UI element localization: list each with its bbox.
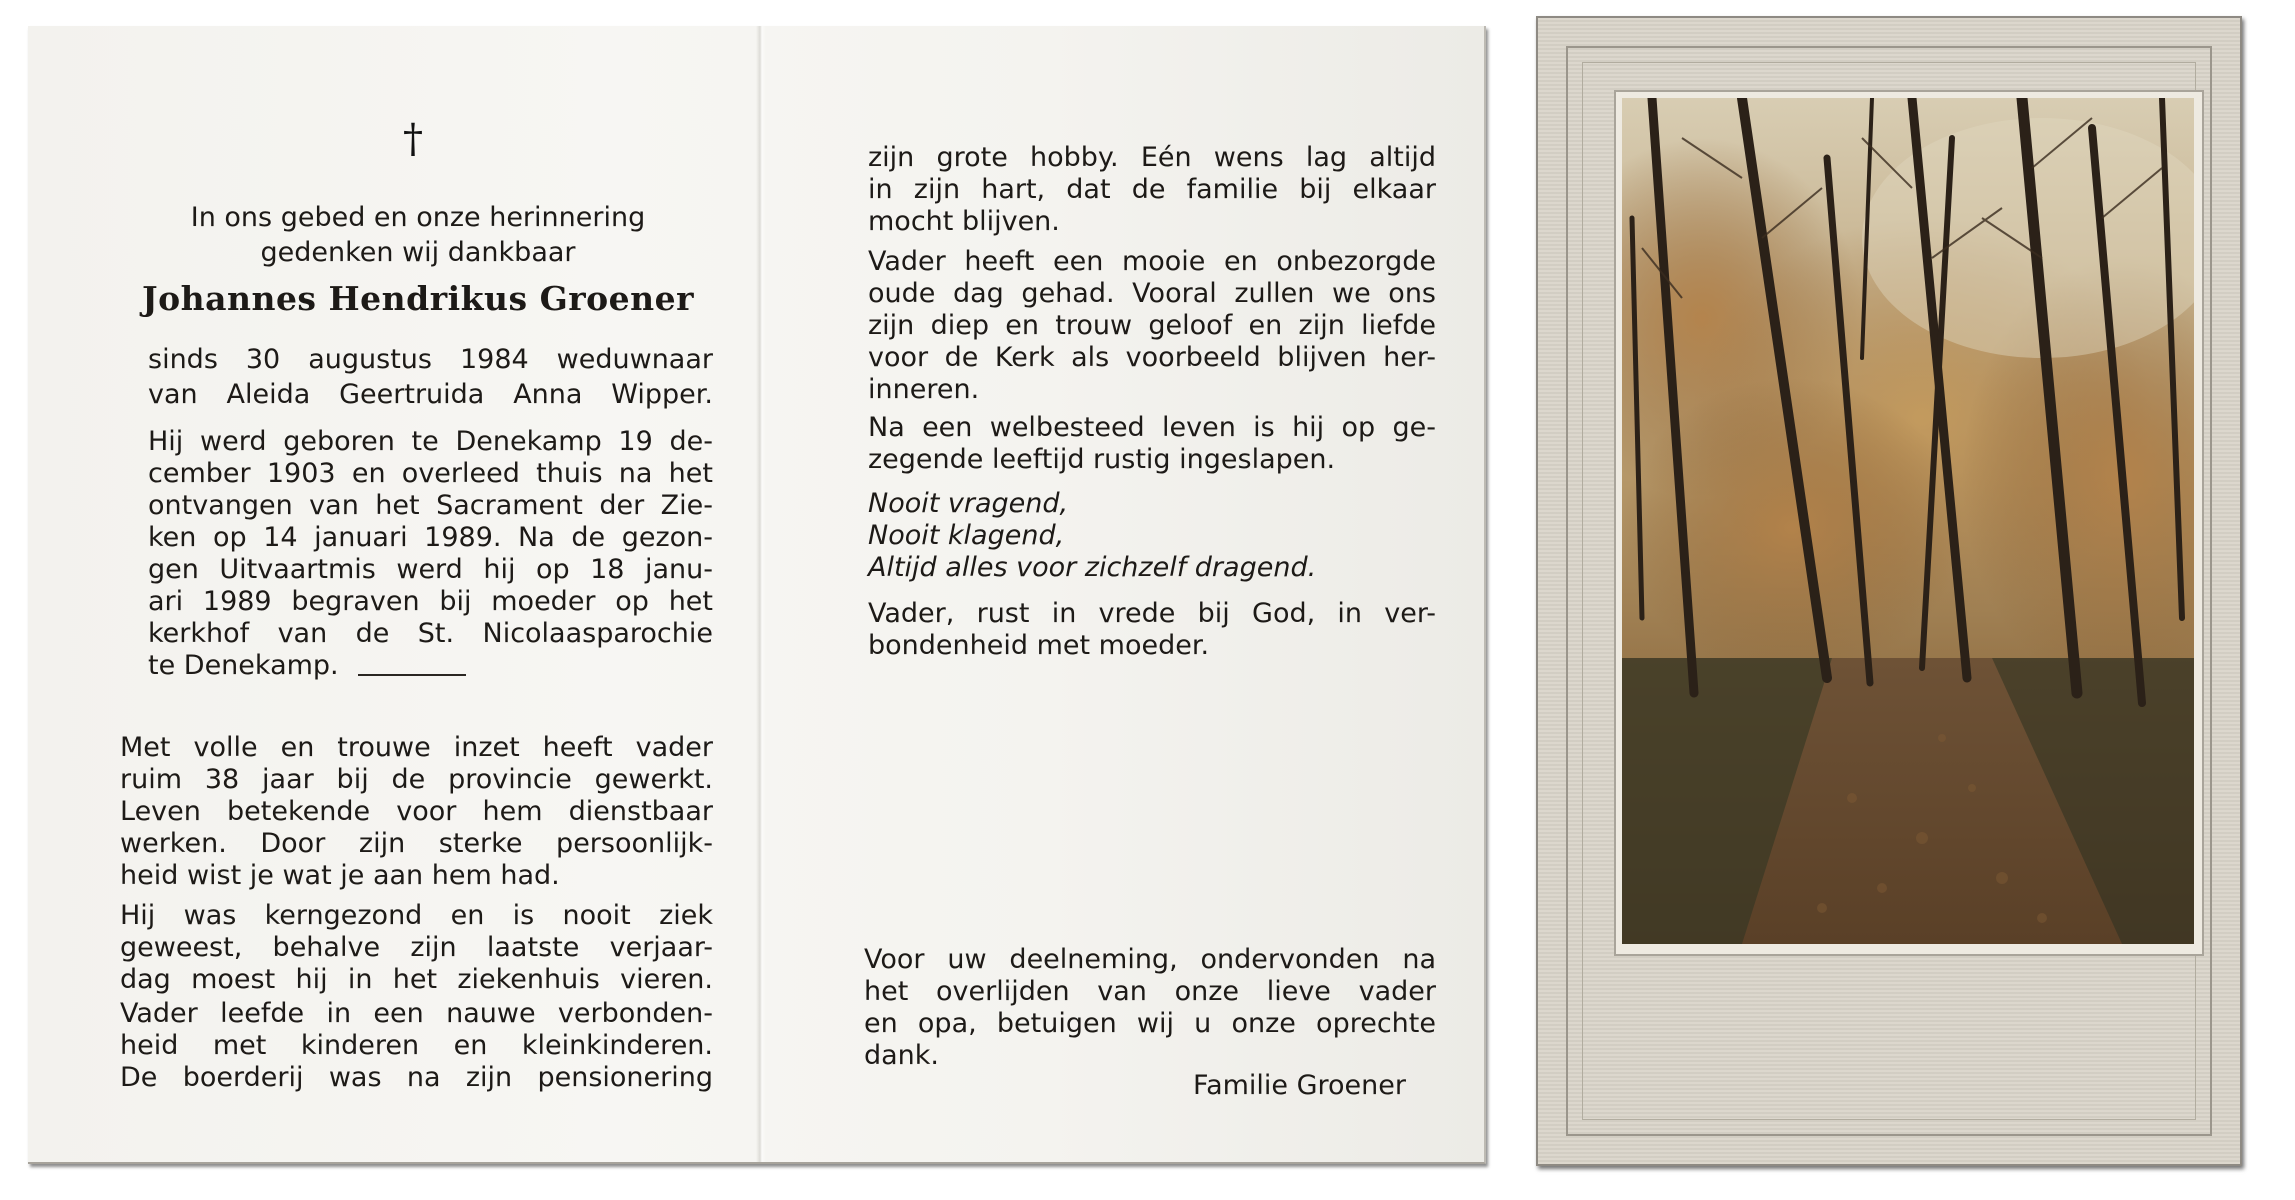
- work-line: Met volle en trouwe inzet heeft vader: [120, 732, 713, 763]
- left-panel: [28, 26, 756, 1162]
- bio-line: kerkhof van de St. Nicolaasparochie: [148, 618, 713, 649]
- thanks-line: en opa, betuigen wij u onze oprechte: [864, 1008, 1436, 1039]
- bio-line: ken op 14 januari 1989. Na de gezon-: [148, 522, 713, 553]
- work-line: Leven betekende voor hem dienstbaar: [120, 796, 713, 827]
- right-panel: [766, 26, 1484, 1162]
- hobby-line: in zijn hart, dat de familie bij elkaar: [868, 174, 1436, 205]
- rest-line: zegende leeftijd rustig ingeslapen.: [868, 444, 1336, 475]
- bio-line: ari 1989 begraven bij moeder op het: [148, 586, 713, 617]
- bio-line: ontvangen van het Sacrament der Zie-: [148, 490, 713, 521]
- card-fold: [756, 26, 766, 1162]
- thanks-line: het overlijden van onze lieve vader: [864, 976, 1436, 1007]
- poem-line: Nooit vragend,: [868, 488, 1069, 519]
- bio-line: cember 1903 en overleed thuis na het: [148, 458, 713, 489]
- deceased-name: Johannes Hendrikus Groener: [141, 279, 695, 318]
- intro-line: In ons gebed en onze herinnering: [190, 202, 646, 233]
- signature: Familie Groener: [1193, 1070, 1406, 1101]
- thanks-line: Voor uw deelneming, ondervonden na: [864, 944, 1436, 975]
- forest-illustration: [1622, 98, 2194, 944]
- memory-line: inneren.: [868, 374, 980, 405]
- family-line: heid met kinderen en kleinkinderen.: [120, 1030, 713, 1061]
- memorial-card-folded: [28, 26, 1486, 1164]
- bio-line: gen Uitvaartmis werd hij op 18 janu-: [148, 554, 713, 585]
- family-line: Vader leefde in een nauwe verbonden-: [120, 998, 713, 1029]
- memory-line: Vader heeft een mooie en onbezorgde: [868, 246, 1436, 277]
- work-line: ruim 38 jaar bij de provincie gewerkt.: [120, 764, 713, 795]
- rest-line: Na een welbesteed leven is hij op ge-: [868, 412, 1436, 443]
- poem-line: Nooit klagend,: [868, 520, 1065, 551]
- poem-line: Altijd alles voor zichzelf dragend.: [868, 552, 1317, 583]
- intro-line: gedenken wij dankbaar: [260, 237, 576, 268]
- health-line: geweest, behalve zijn laatste verjaar-: [120, 932, 713, 963]
- hobby-line: zijn grote hobby. Eén wens lag altijd: [868, 142, 1436, 173]
- hobby-line: mocht blijven.: [868, 206, 1060, 237]
- work-line: werken. Door zijn sterke persoonlijk-: [120, 828, 713, 859]
- widow-line: van Aleida Geertruida Anna Wipper.: [148, 379, 713, 410]
- cross-icon: †: [403, 116, 423, 162]
- memory-line: voor de Kerk als voorbeeld blijven her-: [868, 342, 1436, 373]
- separator-rule: [358, 674, 466, 676]
- farewell-line: bondenheid met moeder.: [868, 630, 1210, 661]
- widow-line: sinds 30 augustus 1984 weduwnaar: [148, 344, 713, 375]
- work-line: heid wist je wat je aan hem had.: [120, 860, 560, 891]
- autumn-forest-path-photo: [1622, 98, 2194, 944]
- bio-line: te Denekamp.: [148, 650, 339, 681]
- health-line: Hij was kerngezond en is nooit ziek: [120, 900, 713, 931]
- farewell-line: Vader, rust in vrede bij God, in ver-: [868, 598, 1436, 629]
- memory-line: oude dag gehad. Vooral zullen we ons: [868, 278, 1436, 309]
- memory-line: zijn diep en trouw geloof en zijn liefde: [868, 310, 1436, 341]
- photo-card: [1536, 16, 2242, 1166]
- bio-line: Hij werd geboren te Denekamp 19 de-: [148, 426, 713, 457]
- family-line: De boerderij was na zijn pensionering: [120, 1062, 713, 1093]
- health-line: dag moest hij in het ziekenhuis vieren.: [120, 964, 713, 995]
- thanks-line: dank.: [864, 1040, 940, 1071]
